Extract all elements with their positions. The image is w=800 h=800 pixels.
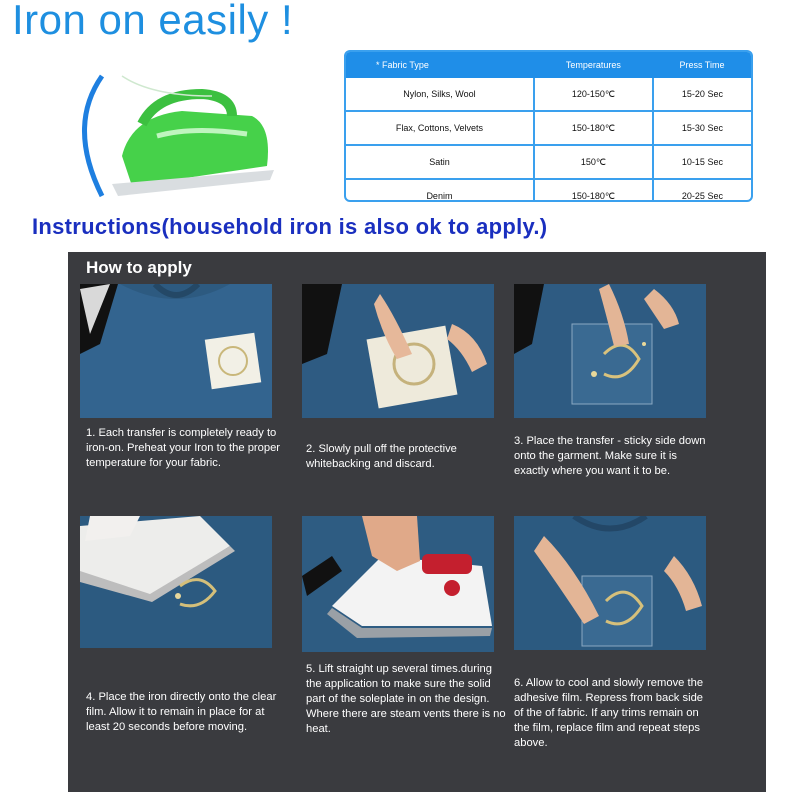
step-4-photo — [80, 516, 272, 648]
table-row — [346, 145, 751, 179]
step-3-text: 3. Place the transfer - sticky side down onto the garment. Make sure it is exactly where you want it to be. — [514, 435, 706, 477]
step-5-photo — [302, 516, 494, 652]
green-iron-image — [62, 56, 292, 216]
fabric-cell: Denim — [346, 179, 534, 202]
step-1-photo — [80, 284, 272, 418]
press-time-cell: 10-15 Sec — [653, 145, 751, 179]
temperature-table — [344, 50, 753, 202]
instructions-title: Instructions(household iron is also ok to apply.) — [32, 214, 548, 239]
fabric-cell: Flax, Cottons, Velvets — [346, 111, 534, 145]
step-4-text: 4. Place the iron directly onto the clear film. Allow it to remain in place for at least 20 seconds before moving. — [86, 691, 277, 733]
step-3-photo — [514, 284, 706, 418]
temperature-cell: 150-180℃ — [534, 111, 653, 145]
step-1-text: 1. Each transfer is completely ready to iron-on. Preheat your Iron to the proper temperature for your fabric. — [86, 427, 281, 469]
temperature-cell: 150-180℃ — [534, 179, 653, 202]
step-6-text: 6. Allow to cool and slowly remove the adhesive film. Repress from back side of the of fabric. If any trims remain on the film, replace film and repeat steps above. — [514, 677, 704, 749]
headline: Iron on easily ! — [12, 0, 294, 43]
table-row — [346, 179, 751, 202]
press-time-cell: 15-20 Sec — [653, 78, 751, 111]
panel-heading: How to apply — [86, 258, 192, 277]
header-temperatures: Temperatures — [534, 52, 653, 78]
how-to-apply-panel — [68, 252, 766, 792]
header-fabric-type: * Fabric Type — [346, 52, 534, 78]
header-press-time: Press Time — [653, 52, 751, 78]
step-2-text: 2. Slowly pull off the protective whitebacking and discard. — [306, 443, 457, 470]
fabric-cell: Satin — [346, 145, 534, 179]
table-row — [346, 78, 751, 111]
temperature-cell: 150℃ — [534, 145, 653, 179]
fabric-cell: Nylon, Silks, Wool — [346, 78, 534, 111]
press-time-cell: 15-30 Sec — [653, 111, 751, 145]
press-time-cell: 20-25 Sec — [681, 191, 723, 201]
step-6-photo — [514, 516, 706, 650]
step-5-text: 5. Lift straight up several times.during the application to make sure the solid part of the soleplate in on the design. Where there are steam vents there is no heat. — [306, 663, 506, 735]
step-2-photo — [302, 284, 494, 418]
table-row — [346, 111, 751, 145]
temperature-cell: 120-150℃ — [534, 78, 653, 111]
